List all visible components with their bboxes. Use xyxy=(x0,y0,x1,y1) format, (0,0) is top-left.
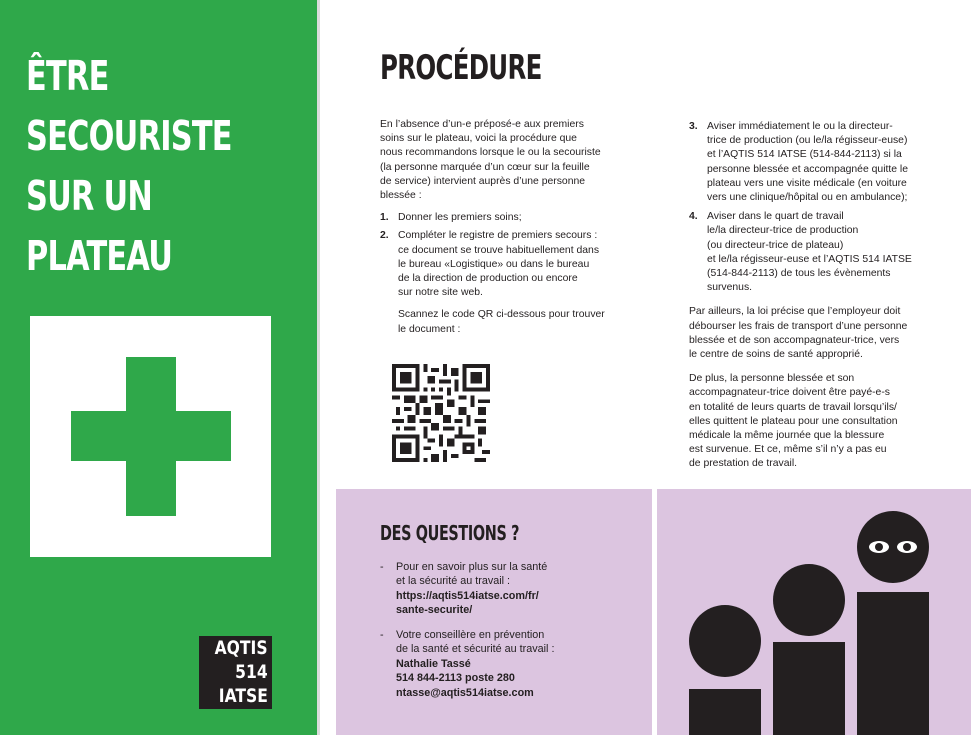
text-line: Pour en savoir plus sur la santé xyxy=(396,561,548,573)
step-number: 3. xyxy=(689,121,698,132)
text-line: médicale la même journée que la blessure xyxy=(689,430,885,442)
website-link[interactable]: sante-securite/ xyxy=(396,604,473,617)
text-line: et le/la régisseur-euse et l’AQTIS 514 IATSE xyxy=(707,253,912,265)
text-line: Votre conseillère en prévention xyxy=(396,629,545,641)
text-line: le/la directeur-trice de production xyxy=(707,225,859,237)
procedure-title: PROCÉDURE xyxy=(380,48,542,88)
qr-instruction xyxy=(398,308,670,336)
text-line: de la direction de production ou encore xyxy=(398,273,578,285)
question-item-contact xyxy=(380,628,640,700)
step-2 xyxy=(380,229,670,336)
text-line: Aviser dans le quart de travail xyxy=(707,211,844,223)
text-line: (514-844-2113) de tous les évènements xyxy=(707,268,891,280)
cover-title-line: SUR UN xyxy=(26,172,153,220)
text-line: en totalité de leurs quarts de travail lorsqu’ils/ xyxy=(689,401,897,413)
qr-code-icon[interactable] xyxy=(392,364,490,462)
cover-title-line: SECOURISTE xyxy=(26,112,232,160)
text-line: nous recommandons lorsque le ou la secouriste xyxy=(380,147,601,159)
text-line: Compléter le registre de premiers secours : xyxy=(398,230,598,242)
text-line: (ou directeur-trice de plateau) xyxy=(707,239,844,251)
cover-panel xyxy=(0,0,317,735)
logo-line: 514 xyxy=(235,661,268,683)
text-line: est survenue. Et ce, même s’il n’y a pas eu xyxy=(689,444,887,456)
text-line: survenus. xyxy=(707,282,753,294)
contact-email[interactable]: ntasse@aqtis514iatse.com xyxy=(396,686,534,699)
text-line: Donner les premiers soins; xyxy=(398,212,522,224)
dash-bullet: - xyxy=(380,561,384,573)
questions-title: DES QUESTIONS ? xyxy=(380,521,520,545)
cover-title-line: ÊTRE xyxy=(26,52,109,100)
text-line: de prestation de travail. xyxy=(689,458,798,470)
procedure-right-column xyxy=(689,120,959,472)
text-line: En l’absence d’un-e préposé-e aux premiers xyxy=(380,119,584,130)
text-line: débourser les frais de transport d’une personne xyxy=(689,320,908,332)
text-line: soins sur le plateau, voici la procédure que xyxy=(380,133,577,145)
text-line: De plus, la personne blessée et son xyxy=(689,373,855,385)
text-line: blessée : xyxy=(380,190,422,202)
step-number: 1. xyxy=(380,212,389,224)
text-line: de la santé et sécurité au travail : xyxy=(396,643,555,656)
text-line: Scannez le code QR ci-dessous pour trouver xyxy=(398,309,605,321)
step-number: 4. xyxy=(689,211,698,223)
text-line: le bureau «Logistique» ou dans le bureau xyxy=(398,258,590,270)
payment-paragraph xyxy=(689,372,959,471)
aqtis-logo xyxy=(199,636,272,709)
step-3 xyxy=(689,120,959,205)
text-line: le centre de soins de santé approprié. xyxy=(689,349,863,361)
text-line: elles quittent le plateau pour une consultation xyxy=(689,415,898,427)
logo-line: IATSE xyxy=(218,685,268,707)
transport-paragraph xyxy=(689,305,959,362)
text-line: le document : xyxy=(398,323,461,335)
cover-title-line: PLATEAU xyxy=(26,232,173,280)
step-1 xyxy=(380,211,670,225)
text-line: trice de production (ou le/la régisseur-euse) xyxy=(707,135,908,147)
text-line: (la personne marquée d’un cœur sur la feuille xyxy=(380,161,590,173)
text-line: accompagnateur-trice doivent être payé-e-s xyxy=(689,387,890,399)
text-line: et l’AQTIS 514 IATSE (514-844-2113) si la xyxy=(707,149,902,161)
text-line: sur notre site web. xyxy=(398,287,483,299)
text-line: et la sécurité au travail : xyxy=(396,575,511,588)
contact-name: Nathalie Tassé xyxy=(396,657,471,670)
contact-phone[interactable]: 514 844-2113 poste 280 xyxy=(396,672,515,685)
text-line: Par ailleurs, la loi précise que l’employeur doit xyxy=(689,306,901,318)
page-divider xyxy=(317,0,320,735)
procedure-left-column xyxy=(380,118,670,337)
text-line: Aviser immédiatement le ou la directeur- xyxy=(707,121,893,132)
step-number: 2. xyxy=(380,230,389,242)
dash-bullet: - xyxy=(380,629,384,641)
question-item-info xyxy=(380,560,640,618)
text-line: vers une clinique/hôpital ou en ambulance); xyxy=(707,192,908,204)
procedure-intro xyxy=(380,118,670,203)
text-line: personne blessée et accompagnée quitte le xyxy=(707,163,909,175)
text-line: blessée et de son accompagnateur-trice, vers xyxy=(689,334,900,346)
step-4 xyxy=(689,210,959,295)
first-aid-cross-icon xyxy=(30,316,271,557)
logo-line: AQTIS xyxy=(215,637,268,659)
text-line: ce document se trouve habituellement dans xyxy=(398,244,600,256)
three-figures-podium-icon xyxy=(657,489,971,735)
text-line: de service) intervient auprès d’une personne xyxy=(380,175,586,187)
text-line: plateau vers une visite médicale (en voiture xyxy=(707,177,907,189)
cover-title xyxy=(26,46,233,286)
website-link[interactable]: https://aqtis514iatse.com/fr/ xyxy=(396,589,539,602)
